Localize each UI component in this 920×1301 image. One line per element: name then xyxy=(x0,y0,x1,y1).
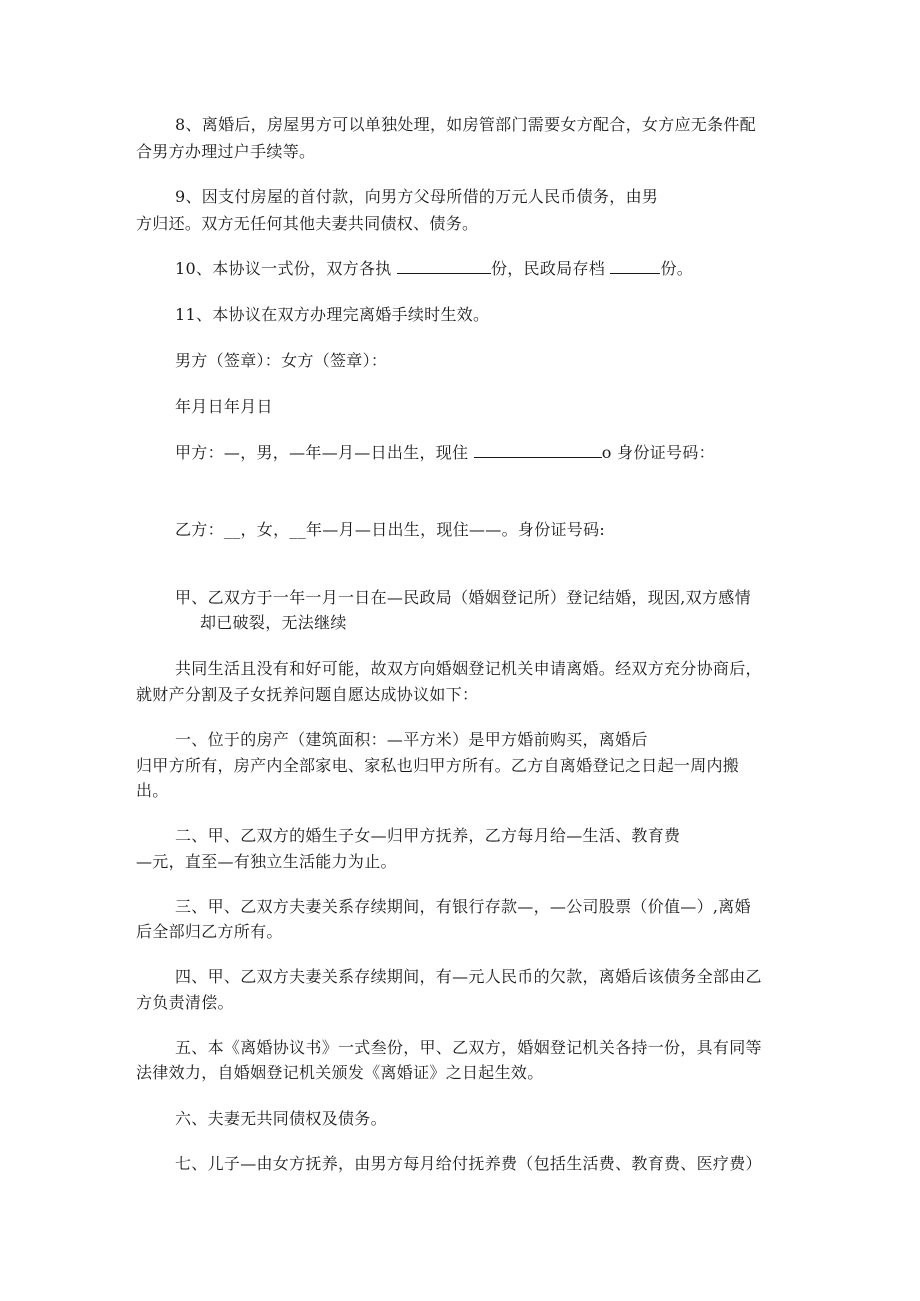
party-a-part-1: 甲方：—，男，—年—月—日出生，现住 xyxy=(175,443,469,462)
item-5-line-2: 法律效力，自婚姻登记机关颁发《离婚证》之日起生效。 xyxy=(136,1063,544,1082)
clause-10-part-3: 份。 xyxy=(660,259,694,278)
cohabit-line-2: 就财产分割及子女抚养问题自愿达成协议如下： xyxy=(136,685,479,704)
marriage-line-1: 甲、乙双方于一年一月一日在—民政局（婚姻登记所）登记结婚，现因,双方感情 xyxy=(175,588,751,607)
clause-11: 11、本协议在双方办理完离婚手续时生效。 xyxy=(175,305,490,324)
item-3-line-1: 三、甲、乙双方夫妻关系存续期间，有银行存款—，—公司股票（价值—）,离婚 xyxy=(175,897,751,916)
blank-field xyxy=(474,443,602,458)
signature-line: 男方（签章）：女方（签章）： xyxy=(175,351,388,370)
item-3-line-2: 后全部归乙方所有。 xyxy=(136,922,283,941)
cohabit-line-1: 共同生活且没有和好可能，故双方向婚姻登记机关申请离婚。经双方充分协商后， xyxy=(175,659,762,678)
item-1-line-3: 出。 xyxy=(136,781,169,800)
clause-10-part-2: 份，民政局存档 xyxy=(490,259,606,278)
clause-10-part-1: 10、本协议一式份，双方各执 xyxy=(175,259,392,278)
date-line: 年月日年月日 xyxy=(175,397,273,416)
item-6: 六、夫妻无共同债权及债务。 xyxy=(175,1109,387,1128)
item-4-line-2: 方负责清偿。 xyxy=(136,993,234,1012)
clause-10 xyxy=(175,258,693,280)
item-2-line-1: 二、甲、乙双方的婚生子女—归甲方抚养，乙方每月给—生活、教育费 xyxy=(175,826,681,845)
clause-9-line-2: 方归还。双方无任何其他夫妻共同债权、债务。 xyxy=(136,214,479,233)
clause-8-line-1: 8、离婚后，房屋男方可以单独处理，如房管部门需要女方配合，女方应无条件配 xyxy=(175,115,756,134)
party-a-part-2: o 身份证号码： xyxy=(601,443,715,462)
clause-9-line-1: 9、因支付房屋的首付款，向男方父母所借的万元人民币债务，由男 xyxy=(175,187,659,206)
item-1-line-2: 归甲方所有，房产内全部家电、家私也归甲方所有。乙方自离婚登记之日起一周内搬 xyxy=(136,756,740,775)
marriage-line-2: 却已破裂，无法继续 xyxy=(200,613,347,632)
item-7: 七、儿子—由女方抚养，由男方每月给付抚养费（包括生活费、教育费、医疗费） xyxy=(175,1154,762,1173)
blank-field xyxy=(397,259,491,274)
item-4-line-1: 四、甲、乙双方夫妻关系存续期间，有—元人民币的欠款，离婚后该债务全部由乙 xyxy=(175,967,762,986)
party-a-line xyxy=(175,442,715,464)
clause-8-line-2: 合男方办理过户手续等。 xyxy=(136,142,316,161)
item-2-line-2: —元，直至—有独立生活能力为止。 xyxy=(136,852,397,871)
party-b-line: 乙方：__，女，__年—月—日出生，现住——。身份证号码: xyxy=(175,520,606,539)
item-5-line-1: 五、本《离婚协议书》一式叁份，甲、乙双方，婚姻登记机关各持一份，具有同等 xyxy=(175,1038,762,1057)
blank-field xyxy=(610,259,660,274)
item-1-line-1: 一、位于的房产（建筑面积：—平方米）是甲方婚前购买，离婚后 xyxy=(175,730,648,749)
